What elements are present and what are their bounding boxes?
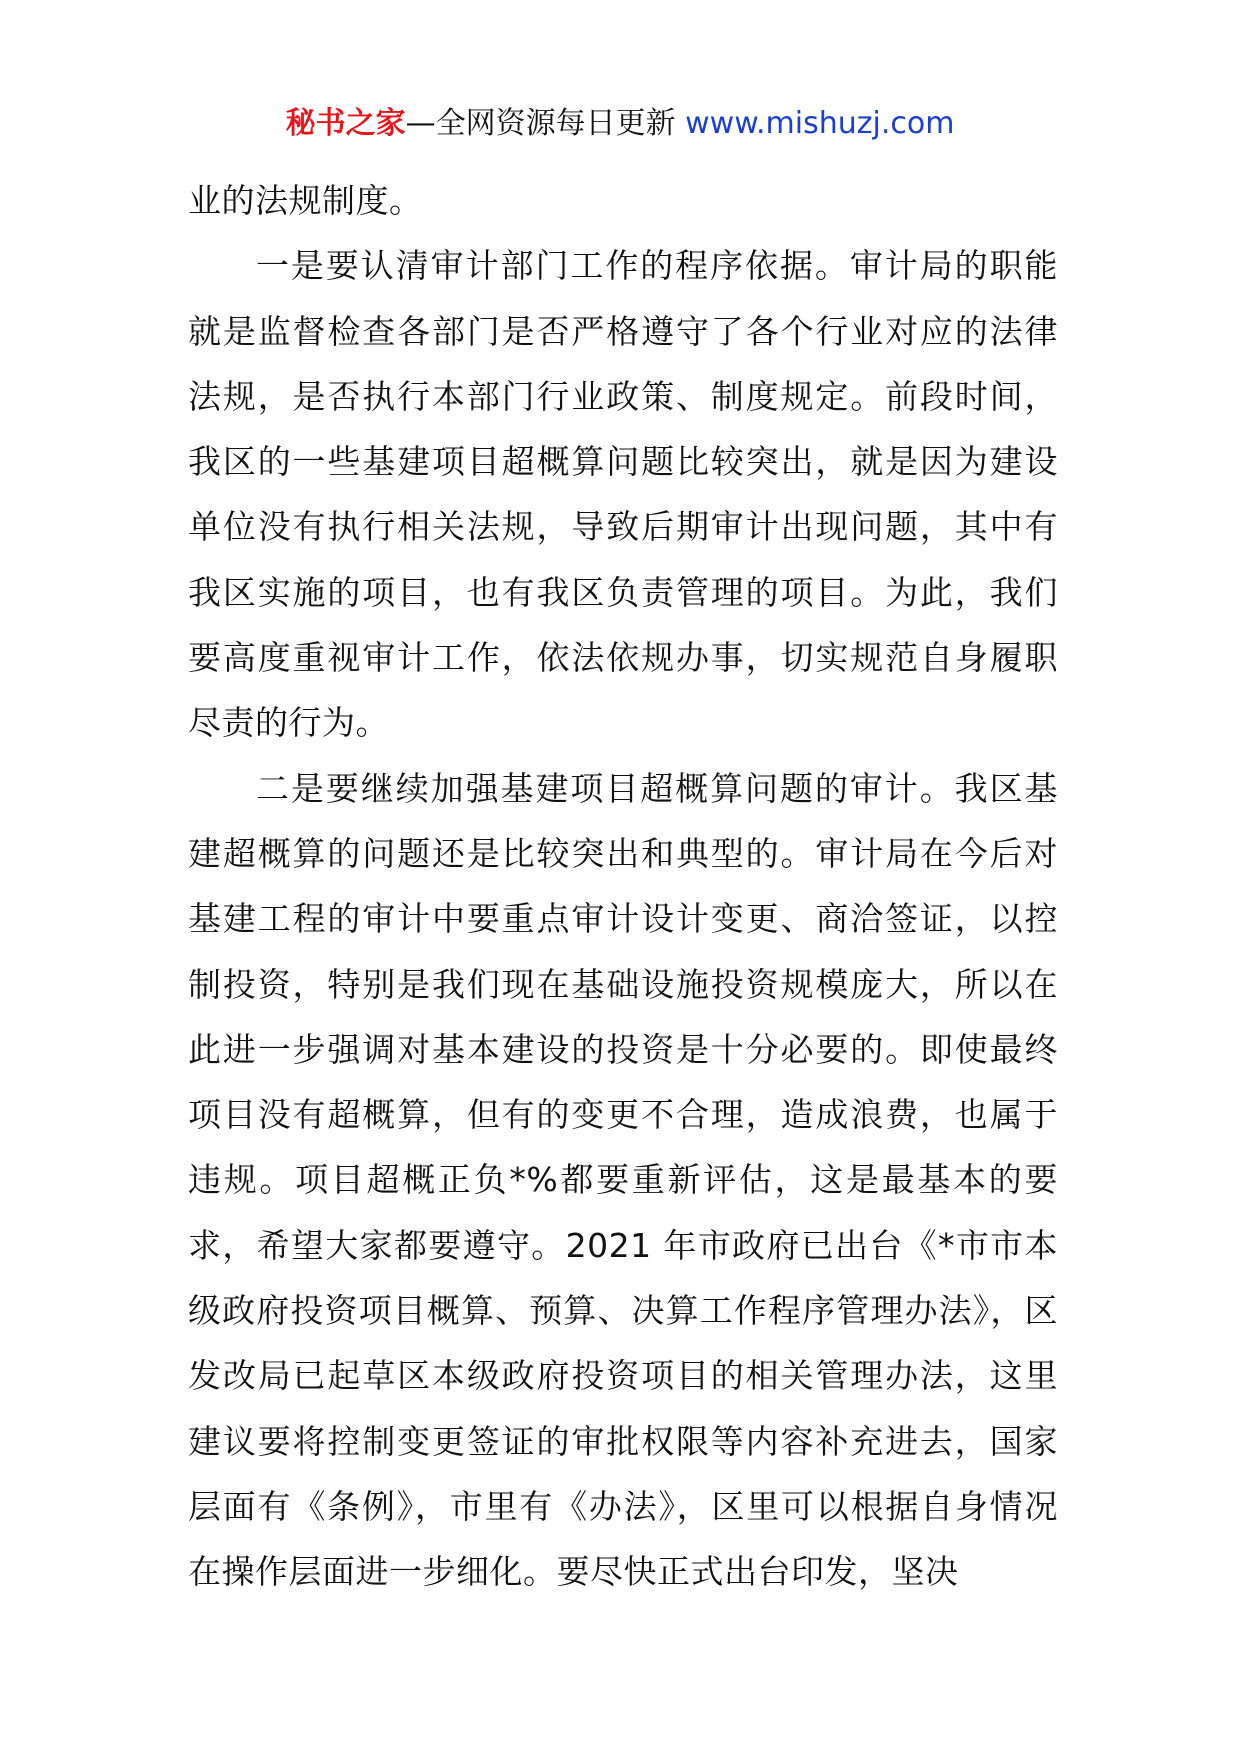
header-tagline: —全网资源每日更新 [405, 106, 686, 141]
paragraph-point-two: 二是要继续加强基建项目超概算问题的审计。我区基建超概算的问题还是比较突出和典型的。审计局在今后对基建工程的审计中要重点审计设计变更、商洽签证，以控制投资，特别是我们现在基础设施投资规模庞大，所以在此进一步强调对基本建设的投资是十分必要的。即使最终项目没有超概算，但有的变更不合理，造成浪费，也属于违规。项目超概正负*%都要重新评估，这是最基本的要求，希望大家都要遵守。2021 年市政府已出台《*市市本级政府投资项目概算、预算、决算工作程序管理办法》，区发改局已起草区本级政府投资项目的相关管理办法，这里建议要将控制变更签证的审批权限等内容补充进去，国家层面有《条例》，市里有《办法》，区里可以根据自身情况在操作层面进一步细化。要尽快正式出台印发，坚决 [188, 768, 1058, 1592]
brand-name: 秘书之家 [285, 106, 406, 141]
paragraph-continuation: 业的法规制度。 [188, 181, 423, 220]
page-header [0, 102, 1240, 146]
paragraph-point-one: 一是要认清审计部门工作的程序依据。审计局的职能就是监督检查各部门是否严格遵守了各个行业对应的法律法规，是否执行本部门行业政策、制度规定。前段时间，我区的一些基建项目超概算问题比较突出，就是因为建设单位没有执行相关法规，导致后期审计出现问题，其中有我区实施的项目，也有我区负责管理的项目。为此，我们要高度重视审计工作，依法依规办事，切实规范自身履职尽责的行为。 [188, 246, 1058, 743]
document-body [188, 168, 1058, 1605]
site-url-link[interactable]: www.mishuzj.com [685, 106, 955, 141]
